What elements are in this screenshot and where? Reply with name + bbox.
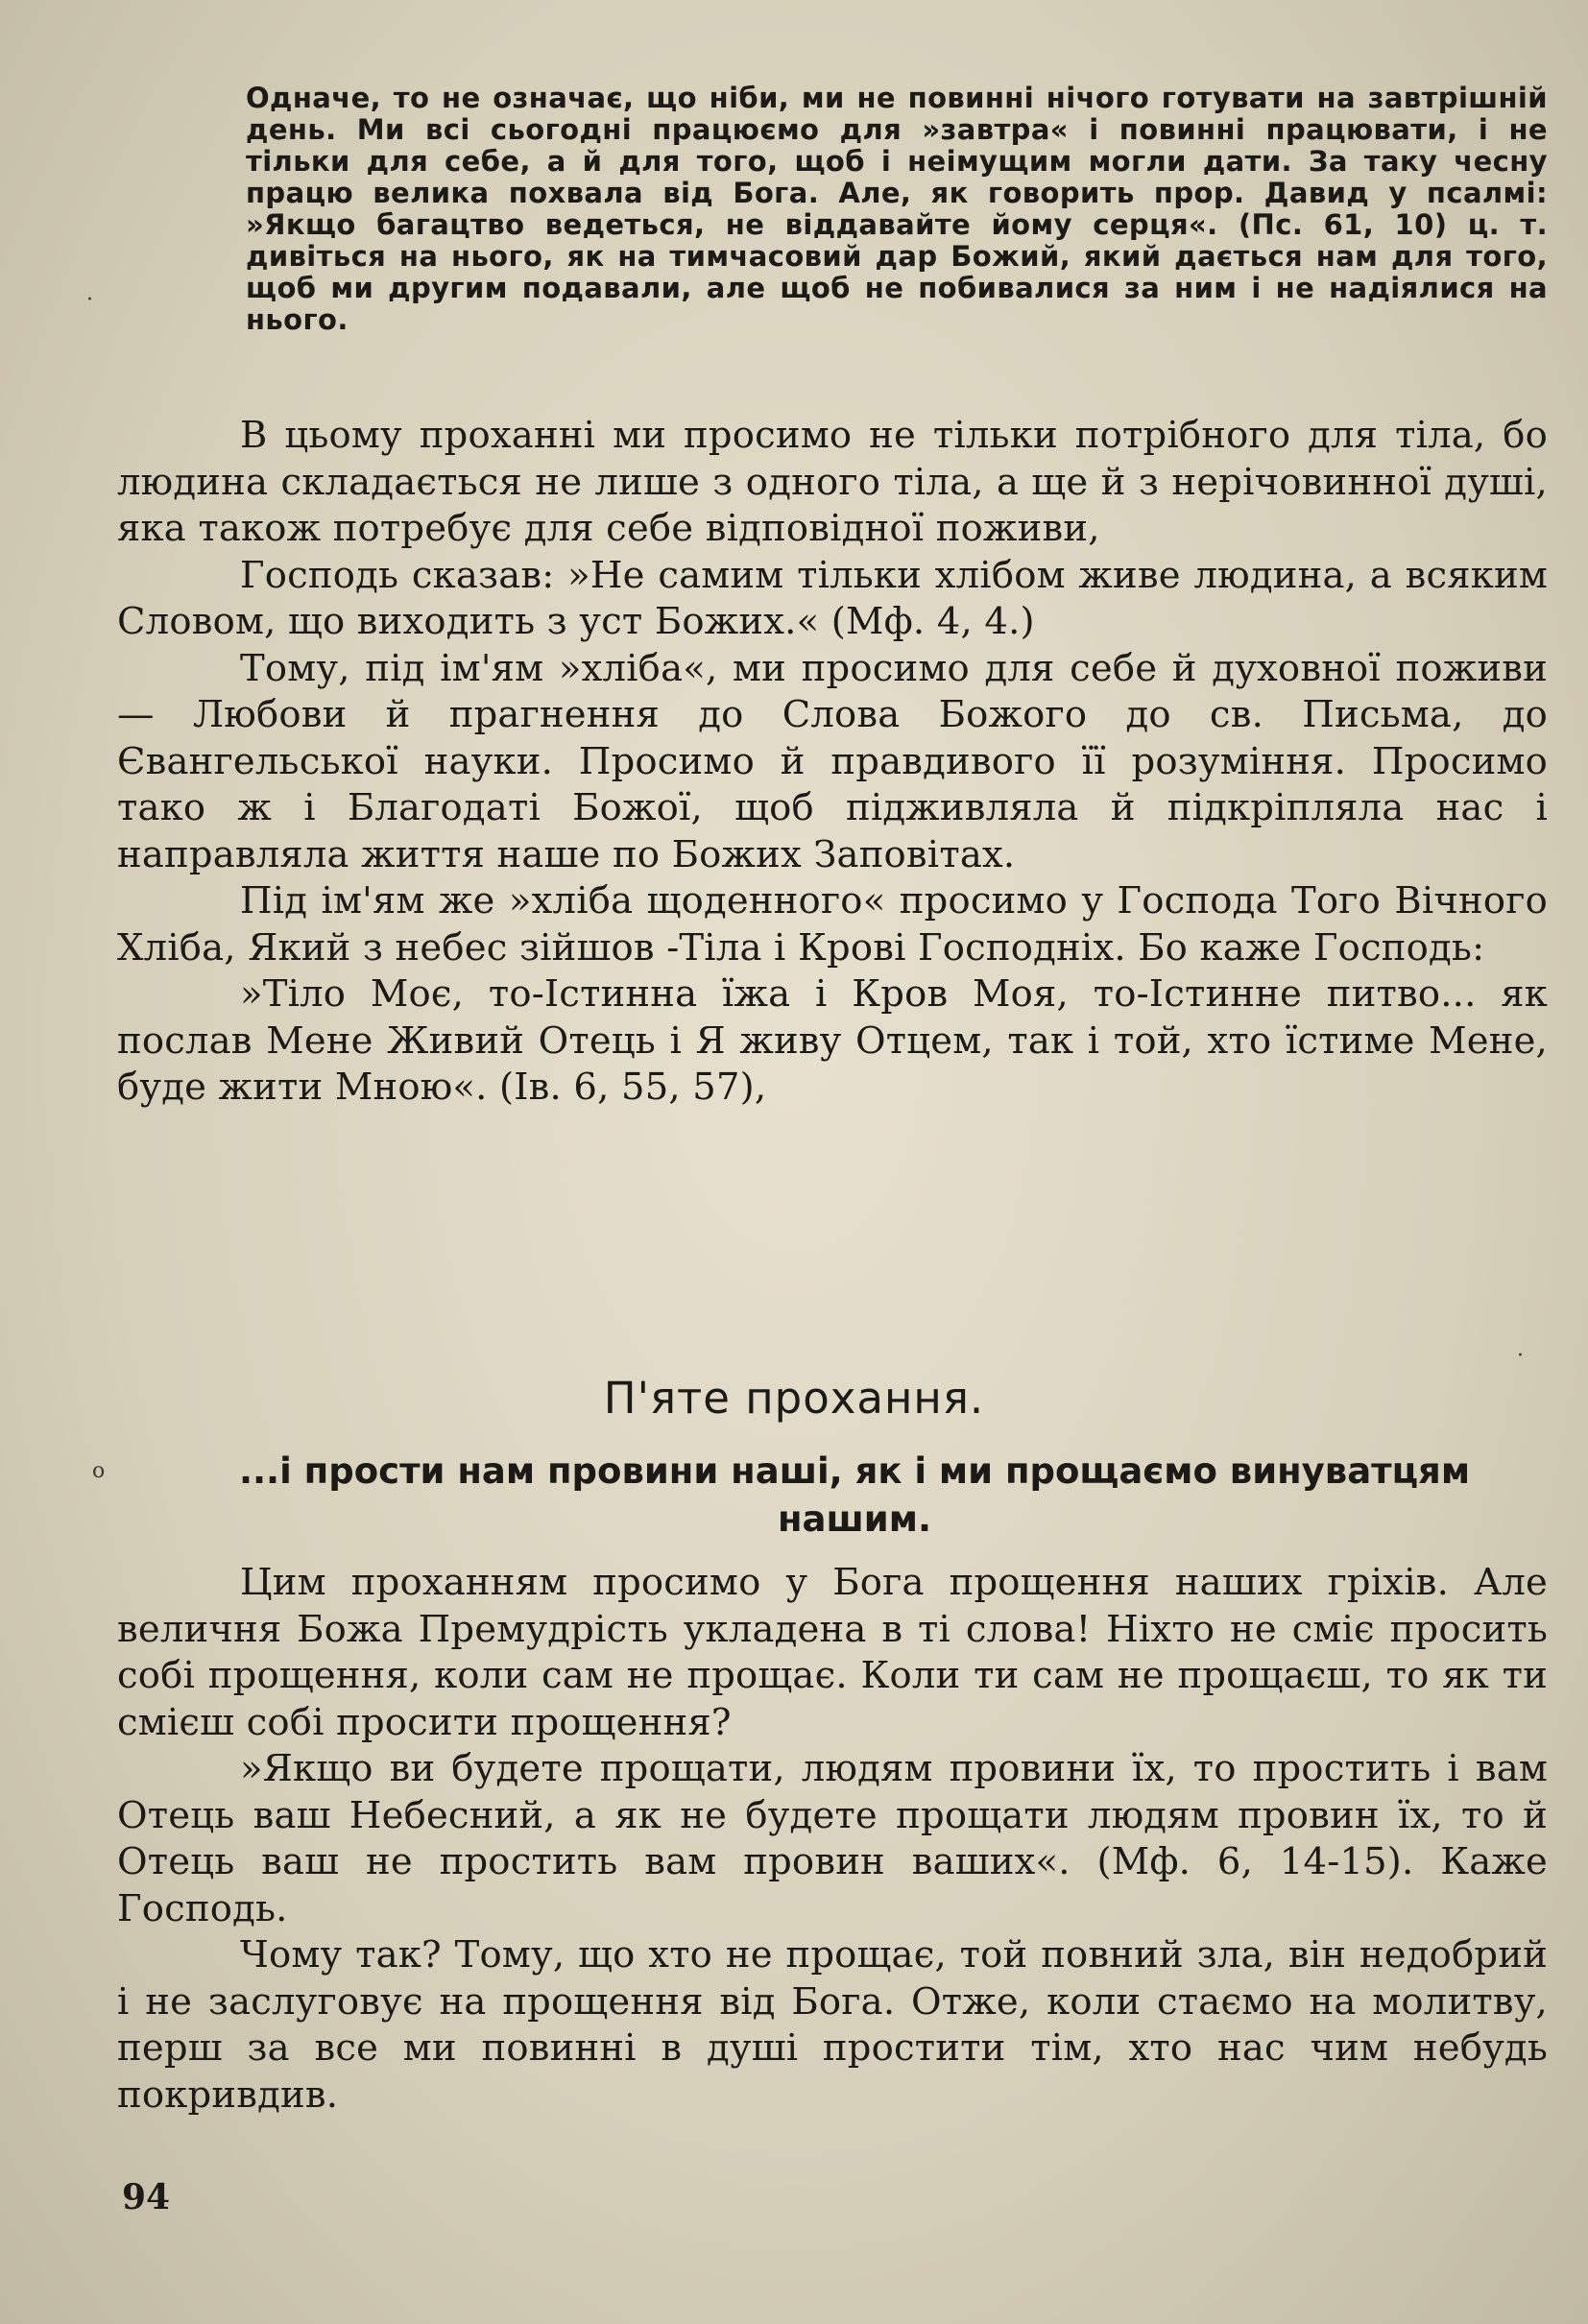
paper-speck: o (92, 1459, 106, 1483)
section-daily-bread (117, 413, 1548, 1112)
paragraph: »Якщо ви будете прощати, людям провини їх, то простить і вам Отець ваш Небесний, а як не будете прощати людям провин їх, то й Отець ваш не простить вам провин ваших«. (Мф. 6, 14-15). Каже Господь. (117, 1747, 1548, 1930)
preface-text: Одначе, то не означає, що ніби, ми не повинні нічого готувати на завтрішній день. Ми всі сьогодні працюємо для »завтра« і повинні працювати, і не тільки для себе, а й для того, щоб і неімущим могли дати. За таку чесну працю велика похвала від Бога. Але, як говорить прор. Давид у псалмі: »Якщо багацтво ведеться, не віддавайте йому серця«. (Пс. 61, 10) ц. т. дивіться на нього, як на тимчасовий дар Божий, який дається нам для того, щоб ми другим подавали, але щоб не побивалися за ним і не надіялися на нього. (246, 82, 1548, 336)
paragraph: »Тіло Моє, то-Істинна їжа і Кров Моя, то-Істинне питво... як послав Мене Живий Отець і Я живу Отцем, так і той, хто їстиме Мене, буде жити Мною«. (Ів. 6, 55, 57), (117, 972, 1548, 1109)
paragraph: В цьому проханні ми просимо не тільки потрібного для тіла, бо людина складається не лише з одного тіла, а ще й з нерічовинної душі, яка також потребує для себе відповідної поживи, (117, 414, 1548, 550)
section-fifth-petition (117, 1560, 1548, 2119)
paragraph: Цим проханням просимо у Бога прощення наших гріхів. Але величня Божа Премудрість укладена в ті слова! Ніхто не сміє просить собі прощення, коли сам не прощає. Коли ти сам не прощаєш, то як ти смієш собі просити прощення? (117, 1561, 1548, 1744)
paragraph: Під ім'ям же »хліба щоденного« просимо у Господа Того Вічного Хліба, Який з небес зійшов -Тіла і Крові Господніх. Бо каже Господь: (117, 879, 1548, 970)
section-heading: П'яте прохання. (603, 1373, 985, 1424)
paragraph: Господь сказав: »Не самим тільки хлібом живе людина, а всяким Словом, що виходить з уст Божих.« (Мф. 4, 4.) (117, 553, 1548, 643)
preface-paragraph (117, 83, 1548, 336)
paragraph: Тому, під ім'ям »хліба«, ми просимо для себе й духовної поживи — Любови й прагнення до Слова Божого до св. Письма, до Євангельської науки. Просимо й правдивого її розуміння. Просимо тако ж і Благодаті Божої, щоб підживляла й підкріпляла нас і направляла життя наше по Божих Заповітах. (117, 646, 1548, 876)
paper-speck: · (86, 288, 93, 312)
page-number: 94 (122, 2177, 171, 2217)
section-subheading: ...і прости нам провини наші, як і ми прощаємо винуватцям нашим. (238, 1450, 1471, 1540)
paper-speck: · (1517, 1344, 1524, 1368)
paragraph: Чому так? Тому, що хто не прощає, той повний зла, він недобрий і не заслуговує на прощення від Бога. Отже, коли стаємо на молитву, перш за все ми повинні в душі простити тім, хто нас чим небудь покривдив. (117, 1933, 1548, 2117)
